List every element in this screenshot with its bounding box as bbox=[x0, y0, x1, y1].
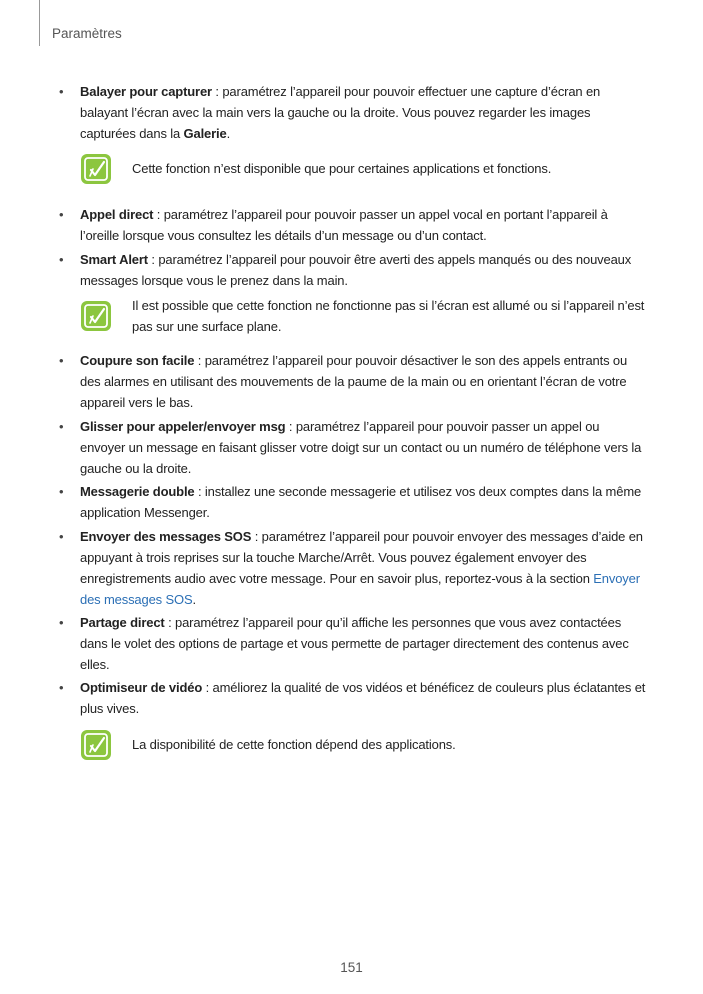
list-item-body bbox=[80, 481, 648, 523]
item-term: Coupure son facile bbox=[80, 353, 195, 368]
galerie-term: Galerie bbox=[183, 126, 227, 141]
bullet: • bbox=[59, 615, 64, 630]
note-pencil-icon bbox=[80, 153, 112, 185]
page-header-title: Paramètres bbox=[52, 26, 122, 41]
list-item-envoyer-messages-sos bbox=[58, 526, 648, 610]
note-text: Il est possible que cette fonction ne fonctionne pas si l’écran est allumé ou si l’appareil n’est pas sur une surface plane. bbox=[132, 298, 645, 334]
item-term: Envoyer des messages SOS bbox=[80, 529, 252, 544]
item-term: Partage direct bbox=[80, 615, 165, 630]
note-pencil-icon bbox=[80, 300, 112, 332]
bullet: • bbox=[59, 84, 64, 99]
bullet: • bbox=[59, 419, 64, 434]
item-term: Smart Alert bbox=[80, 252, 148, 267]
header-rule bbox=[39, 0, 40, 46]
item-text-end: . bbox=[226, 126, 231, 141]
list-item-body bbox=[80, 249, 648, 291]
item-term: Messagerie double bbox=[80, 484, 195, 499]
note-text: Cette fonction n’est disponible que pour certaines applications et fonctions. bbox=[132, 161, 552, 176]
list-item-body bbox=[80, 416, 648, 479]
list-item-messagerie-double bbox=[58, 481, 648, 523]
item-term: Optimiseur de vidéo bbox=[80, 680, 203, 695]
item-text: : paramétrez l’appareil pour pouvoir être averti des appels manqués ou des nouveaux messages lorsque vous le prenez dans la main. bbox=[80, 252, 632, 288]
list-item-body bbox=[80, 81, 648, 144]
list-item-body bbox=[80, 204, 648, 246]
page-number: 151 bbox=[340, 960, 363, 975]
note-text: La disponibilité de cette fonction dépend des applications. bbox=[132, 737, 456, 752]
item-term: Balayer pour capturer bbox=[80, 84, 212, 99]
item-text: : paramétrez l’appareil pour pouvoir envoyer des messages d’aide en appuyant à trois reprises sur la touche Marche/Arrêt. Vous pouvez également envoyer des enregistrements audio avec votre message. Pour en savoir plus, reportez-vous à la section bbox=[80, 529, 643, 586]
list-item-body bbox=[80, 526, 648, 610]
list-item-glisser-pour-appeler bbox=[58, 416, 648, 479]
list-item-optimiseur-de-video bbox=[58, 677, 648, 719]
list-item-appel-direct bbox=[58, 204, 648, 246]
item-text-end: . bbox=[192, 592, 196, 607]
bullet: • bbox=[59, 252, 64, 267]
item-text: : paramétrez l’appareil pour qu’il affiche les personnes que vous avez contactées dans le volet des options de partage et vous permette de partager directement des contenus avec elles. bbox=[80, 615, 629, 672]
bullet: • bbox=[59, 529, 64, 544]
item-term: Glisser pour appeler/envoyer msg bbox=[80, 419, 286, 434]
note-pencil-icon bbox=[80, 729, 112, 761]
item-text: : paramétrez l’appareil pour pouvoir désactiver le son des appels entrants ou des alarmes en utilisant des mouvements de la paume de la main ou en orientant l’écran de votre appareil vers le bas. bbox=[80, 353, 628, 410]
list-item-coupure-son-facile bbox=[58, 350, 648, 413]
item-text: : paramétrez l’appareil pour pouvoir effectuer une capture d’écran en balayant l’écran avec la main vers la gauche ou la droite. Vous pouvez regarder les images capturées dans la bbox=[80, 84, 601, 141]
list-item-smart-alert bbox=[58, 249, 648, 291]
item-term: Appel direct bbox=[80, 207, 154, 222]
item-text: : améliorez la qualité de vos vidéos et bénéficez de couleurs plus éclatantes et plus vives. bbox=[80, 680, 646, 716]
bullet: • bbox=[59, 484, 64, 499]
item-text: : installez une seconde messagerie et utilisez vos deux comptes dans la même application Messenger. bbox=[80, 484, 642, 520]
list-item-balayer-pour-capturer bbox=[58, 81, 648, 144]
list-item-body bbox=[80, 677, 648, 719]
bullet: • bbox=[59, 680, 64, 695]
bullet: • bbox=[59, 207, 64, 222]
list-item-body bbox=[80, 612, 648, 675]
sos-section-link[interactable]: Envoyer des messages SOS bbox=[80, 571, 640, 607]
list-item-body bbox=[80, 350, 648, 413]
item-text: : paramétrez l’appareil pour pouvoir passer un appel ou envoyer un message en faisant glisser votre doigt sur un contact ou un numéro de téléphone vers la gauche ou la droite. bbox=[80, 419, 642, 476]
item-text: : paramétrez l’appareil pour pouvoir passer un appel vocal en portant l’appareil à l’oreille lorsque vous consultez les détails d’un message ou d’un contact. bbox=[80, 207, 608, 243]
bullet: • bbox=[59, 353, 64, 368]
list-item-partage-direct bbox=[58, 612, 648, 675]
